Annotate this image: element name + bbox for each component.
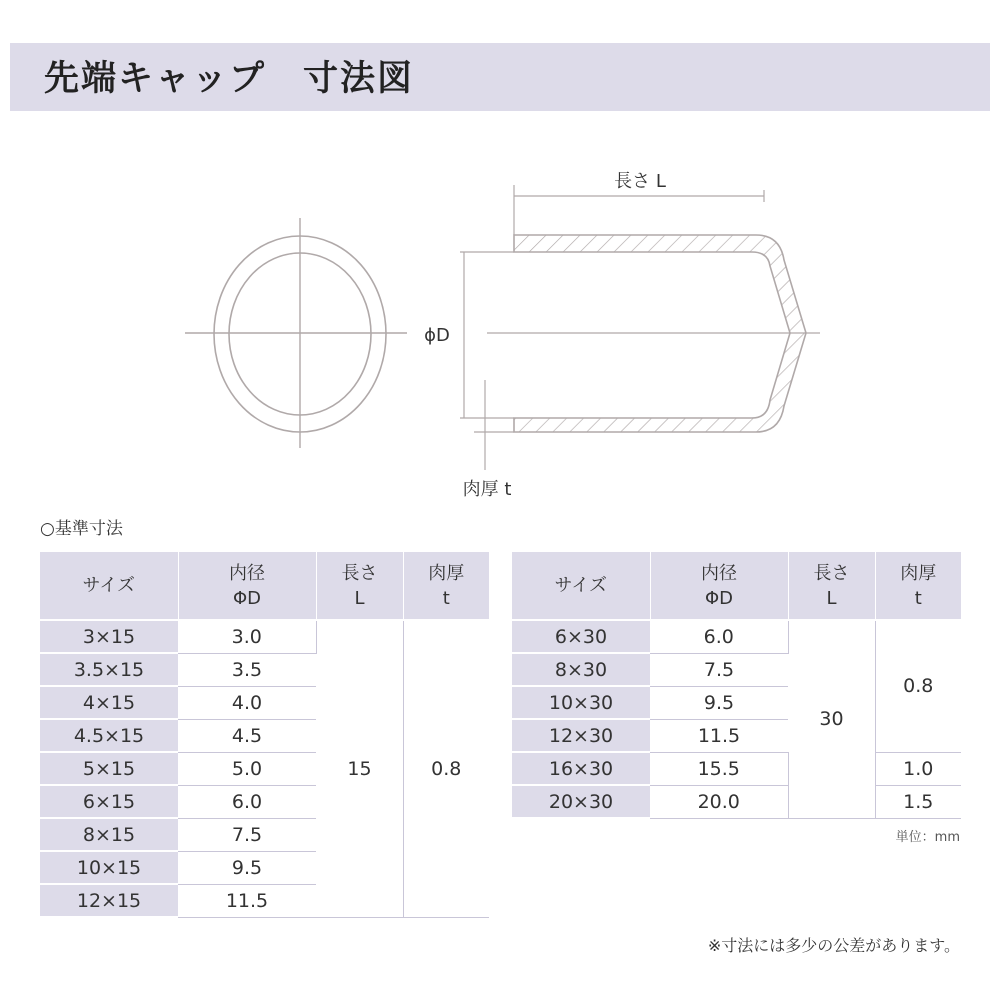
dimension-table-15 — [40, 552, 489, 918]
unit-note: 単位：mm — [895, 830, 960, 845]
diameter-cell: 4.5 — [178, 719, 316, 752]
table-row — [40, 620, 489, 653]
header-inner-diameter: 内径 ΦD — [178, 552, 316, 620]
length-dimension — [514, 171, 764, 235]
thickness-cell: 0.8 — [403, 620, 489, 917]
diameter-cell: 4.0 — [178, 686, 316, 719]
diameter-cell: 3.0 — [178, 620, 316, 653]
title-bar — [10, 43, 990, 111]
section-label: ○基準寸法 — [40, 519, 123, 539]
header-size: サイズ — [40, 552, 178, 620]
dimension-drawing — [0, 130, 1000, 510]
diameter-cell: 11.5 — [178, 884, 316, 917]
thickness-dimension — [463, 380, 514, 500]
table-row — [512, 752, 961, 785]
diameter-cell: 15.5 — [650, 752, 788, 785]
size-cell: 12×30 — [512, 719, 650, 752]
diameter-cell: 20.0 — [650, 785, 788, 818]
diameter-cell: 9.5 — [650, 686, 788, 719]
diameter-cell: 6.0 — [650, 620, 788, 653]
size-cell: 16×30 — [512, 752, 650, 785]
diameter-cell: 6.0 — [178, 785, 316, 818]
header-size: サイズ — [512, 552, 650, 620]
thickness-cell: 1.5 — [875, 785, 961, 818]
diameter-cell: 7.5 — [650, 653, 788, 686]
header-inner-diameter: 内径 ΦD — [650, 552, 788, 620]
header-thickness: 肉厚 t — [403, 552, 489, 620]
size-cell: 6×15 — [40, 785, 178, 818]
tolerance-note: ※寸法には多少の公差があります。 — [707, 936, 960, 955]
table-row — [512, 620, 961, 653]
size-cell: 10×15 — [40, 851, 178, 884]
size-cell: 10×30 — [512, 686, 650, 719]
size-cell: 4.5×15 — [40, 719, 178, 752]
header-length: 長さ L — [788, 552, 875, 620]
diameter-cell: 5.0 — [178, 752, 316, 785]
thickness-cell: 0.8 — [875, 620, 961, 752]
length-label: 長さ L — [614, 171, 666, 192]
size-cell: 6×30 — [512, 620, 650, 653]
diameter-cell: 9.5 — [178, 851, 316, 884]
end-view — [185, 218, 407, 448]
table-row — [512, 785, 961, 818]
diameter-label: ϕD — [424, 325, 450, 346]
diameter-cell: 3.5 — [178, 653, 316, 686]
thickness-cell: 1.0 — [875, 752, 961, 785]
size-cell: 8×30 — [512, 653, 650, 686]
size-cell: 8×15 — [40, 818, 178, 851]
diameter-cell: 11.5 — [650, 719, 788, 752]
size-cell: 3.5×15 — [40, 653, 178, 686]
diameter-dimension — [424, 252, 514, 418]
size-cell: 12×15 — [40, 884, 178, 917]
size-cell: 4×15 — [40, 686, 178, 719]
length-cell: 30 — [788, 620, 875, 818]
dimension-table-30 — [512, 552, 961, 819]
size-cell: 20×30 — [512, 785, 650, 818]
size-cell: 3×15 — [40, 620, 178, 653]
length-cell: 15 — [316, 620, 403, 917]
page-title: 先端キャップ 寸法図 — [44, 59, 415, 99]
side-view — [487, 235, 820, 432]
header-thickness: 肉厚 t — [875, 552, 961, 620]
size-cell: 5×15 — [40, 752, 178, 785]
thickness-label: 肉厚 t — [462, 479, 512, 500]
diameter-cell: 7.5 — [178, 818, 316, 851]
header-length: 長さ L — [316, 552, 403, 620]
